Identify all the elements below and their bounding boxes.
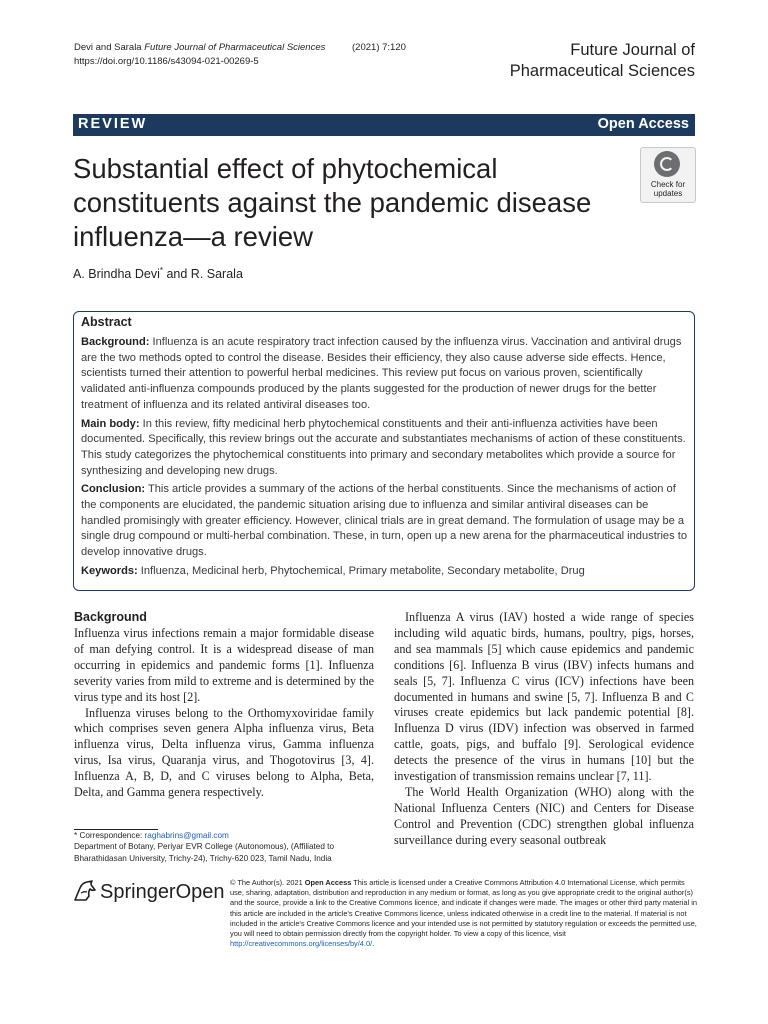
author-rest[interactable]: and R. Sarala — [162, 267, 243, 282]
body-paragraph: Influenza A virus (IAV) hosted a wide range of species including wild aquatic birds, humans, poultry, pigs, horses, and sea mammals [5] which cause epidemics and pandemic conditions [6]. Influenza B virus (IBV) infects humans and seals [5, 7]. Influenza C virus (ICV) infections have been documented in humans and swine [5, 7]. Influenza B and C viruses create epidemics but lack pandemic potential [8]. Influenza D virus (IDV) infection was observed in farmed cattle, goats, pigs, and buffalo [9]. Serological evidence detects the presence of the virus in humans [10] but the investigation of transmission remains unclear [7, 11]. — [394, 610, 694, 784]
header-authors: Devi and Sarala — [74, 42, 142, 53]
abstract-heading: Abstract — [81, 315, 132, 329]
main-body-text: In this review, fifty medicinal herb phytochemical constituents and their anti-influenza activities have been documented. Specifically, this review brings out the accurate and substantiates mechanisms of action of these constituents. This study categorizes the phytochemical constituents into primary and secondary metabolites which provide a source for synthesizing and developing new drugs. — [81, 417, 686, 477]
open-word: Open — [175, 881, 225, 903]
springer-horse-icon — [72, 878, 98, 904]
header-journal: Future Journal of Pharmaceutical Sciences — [144, 42, 326, 53]
check-for-updates-button[interactable] — [640, 147, 696, 203]
license-prefix: © The Author(s). 2021 — [230, 878, 305, 887]
journal-name — [435, 40, 695, 82]
conclusion-label: Conclusion: — [81, 483, 146, 496]
conclusion-text: This article provides a summary of the actions of the herbal constituents. Since the mechanisms of action of the components are elucidated, the pandemic situation arising due to influenza and similar antiviral diseases can be handled promisingly with greater efficiency. However, clinical trials are in great demand. The formulation of usage may be a single drug compound or multi-herbal combination. These, in turn, open up a new arena for the pharmaceutical industries to develop innovative drugs. — [81, 483, 687, 559]
abstract-keywords — [81, 564, 687, 580]
abstract-box — [73, 311, 695, 591]
author-first[interactable]: A. Brindha Devi — [73, 267, 160, 282]
body-left-column — [74, 610, 374, 801]
license-body: This article is licensed under a Creative Commons Attribution 4.0 International License, which permits use, sharing, adaptation, distribution and reproduction in any medium or format, as long as you give appropriate credit to the original author(s) and the source, provide a link to the Creative Commons licence, and indicate if changes were made. The images or other third party material in this article are included in the article's Creative Commons licence, unless indicated otherwise in a credit line to the material. If material is not included in the article's Creative Commons licence and your intended use is not permitted by statutory regulation or exceeds the permitted use, you will need to obtain permission directly from the copyright holder. To view a copy of this licence, visit — [230, 878, 697, 939]
license-text — [230, 878, 700, 949]
abstract-background — [81, 335, 687, 414]
springer-open-wordmark — [100, 879, 225, 905]
section-heading-background: Background — [74, 610, 147, 624]
author-affiliation: Department of Botany, Periyar EVR College (Autonomous), (Affiliated to Bharathidasan University, Trichy-24), Trichy-620 023, Tamil Nadu, India — [74, 842, 334, 863]
check-updates-line2: updates — [653, 189, 683, 198]
check-updates-icon — [654, 151, 680, 177]
body-paragraph: The World Health Organization (WHO) along with the National Influenza Centers (NIC) and Centers for Disease Control and Prevention (CDC) strengthen global influenza surveillance during every seasonal outbreak — [394, 784, 694, 847]
article-type-bar — [73, 114, 695, 136]
license-open-access: Open Access — [304, 878, 352, 887]
author-list — [73, 266, 243, 281]
body-paragraph: Influenza viruses belong to the Orthomyxoviridae family which comprises seven genera Alpha influenza virus, Beta influenza virus, Delta influenza virus, Gamma influenza virus, Isa virus, Quaranja virus, and Thogotovirus [3, 4]. Influenza A, B, D, and C viruses belong to Alpha, Beta, Delta, and Gamma genera respectively. — [74, 705, 374, 800]
doi-link[interactable]: https://doi.org/10.1186/s43094-021-00269-5 — [74, 56, 259, 67]
article-type-label: REVIEW — [78, 116, 148, 132]
body-right-column — [394, 610, 694, 849]
license-url-link[interactable]: http://creativecommons.org/licenses/by/4.0/ — [230, 939, 373, 949]
background-text: Influenza is an acute respiratory tract infection caused by the influenza virus. Vaccination and antiviral drugs are the two methods opted to control the disease. Besides their efficiency, they also cause adverse side effects. Hence, scientists turned their attention to powerful herbal medicines. This review put focus on various proven, scientifically validated anti-influenza compounds produced by the plants suggested for the production of newer drugs for the better treatment of influenza and its related antiviral diseases too. — [81, 336, 682, 411]
keywords-text: Influenza, Medicinal herb, Phytochemical, Primary metabolite, Secondary metabolite, Drug — [137, 564, 585, 577]
check-updates-label — [641, 180, 695, 198]
background-label: Background: — [81, 336, 150, 348]
springer-word: Springer — [100, 881, 176, 903]
license-end: . — [372, 939, 375, 949]
main-body-label: Main body: — [81, 417, 140, 430]
journal-name-line1: Future Journal of — [570, 41, 695, 59]
correspondence-label: * Correspondence: — [74, 831, 145, 840]
body-paragraph: Influenza virus infections remain a major formidable disease of man defying control. It is a widespread disease of man occurring in epidemics and pandemic forms [1]. Influenza severity varies from mild to extreme and is determined by the virus type and its host [2]. — [74, 626, 374, 704]
corresponding-mark: * — [159, 266, 163, 275]
check-updates-line1: Check for — [650, 180, 686, 189]
journal-name-line2: Pharmaceutical Sciences — [509, 62, 695, 80]
correspondence-footnote — [74, 830, 374, 864]
keywords-label: Keywords: — [81, 564, 138, 577]
abstract-main-body — [81, 417, 687, 480]
abstract-conclusion — [81, 482, 687, 561]
header-year-volume: (2021) 7:120 — [352, 42, 406, 53]
correspondence-email-link[interactable]: raghabrins@gmail.com — [144, 831, 229, 840]
article-title: Substantial effect of phytochemical constituents against the pandemic disease influenza—a review — [73, 153, 592, 252]
citation-header — [74, 41, 406, 69]
open-access-label: Open Access — [597, 116, 689, 132]
